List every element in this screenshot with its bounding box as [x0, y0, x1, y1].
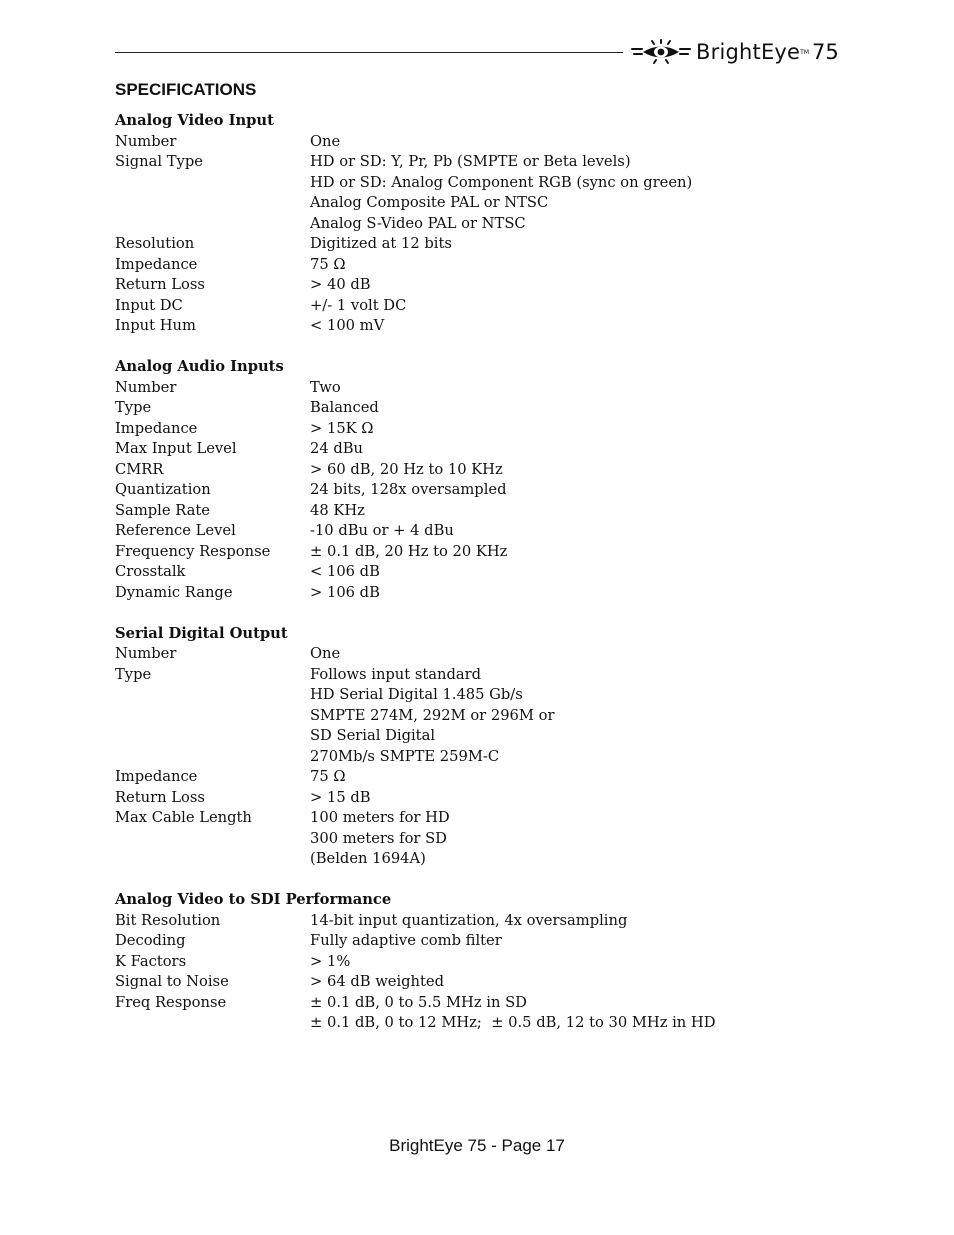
- spec-values: [310, 255, 835, 276]
- spec-value: HD or SD: Analog Component RGB (sync on green): [310, 173, 693, 191]
- spec-value: -10 dBu or + 4 dBu: [310, 522, 454, 539]
- spec-label: Frequency Response: [115, 542, 271, 560]
- spec-value: (Belden 1694A): [310, 850, 426, 867]
- spec-label: Input Hum: [115, 317, 196, 334]
- spec-value: 14-bit input quantization, 4x oversampling: [310, 911, 628, 929]
- spec-value: Analog S-Video PAL or NTSC: [310, 214, 526, 232]
- spec-row: [115, 152, 835, 234]
- spec-value: 75 Ω: [310, 255, 346, 273]
- spec-label: Max Input Level: [115, 440, 237, 457]
- spec-value: Follows input standard: [310, 665, 482, 683]
- spec-value: HD Serial Digital 1.485 Gb/s: [310, 686, 523, 703]
- spec-label: Dynamic Range: [115, 583, 233, 601]
- spec-row: [115, 480, 835, 501]
- spec-label: Input DC: [115, 296, 183, 314]
- spec-section: [115, 111, 835, 337]
- spec-row: [115, 767, 835, 788]
- spec-label: Crosstalk: [115, 563, 186, 580]
- spec-label: Return Loss: [115, 276, 205, 293]
- spec-label: Impedance: [115, 768, 198, 785]
- brighteye-logo: [630, 36, 839, 68]
- spec-row: [115, 296, 835, 317]
- eye-icon: [630, 39, 692, 65]
- spec-label: Type: [115, 665, 152, 683]
- spec-values: [310, 419, 835, 440]
- spec-values: [310, 583, 835, 604]
- spec-label: Resolution: [115, 235, 195, 252]
- spec-values: [310, 501, 835, 522]
- spec-value: One: [310, 645, 341, 662]
- spec-label: Quantization: [115, 481, 211, 498]
- spec-values: [310, 665, 835, 768]
- spec-values: [310, 152, 835, 234]
- logo-brand: BrightEye: [696, 40, 801, 64]
- spec-row: [115, 583, 835, 604]
- spec-values: [310, 808, 835, 870]
- spec-value: > 64 dB weighted: [310, 973, 445, 990]
- spec-value: Digitized at 12 bits: [310, 235, 452, 252]
- spec-value: SMPTE 274M, 292M or 296M or: [310, 706, 555, 724]
- spec-value: ± 0.1 dB, 0 to 12 MHz; ± 0.5 dB, 12 to 30 MHz in HD: [310, 1014, 716, 1031]
- spec-values: [310, 542, 835, 563]
- spec-values: [310, 993, 835, 1034]
- spec-value: 24 bits, 128x oversampled: [310, 481, 507, 498]
- spec-row: [115, 234, 835, 255]
- spec-value: > 15K Ω: [310, 419, 374, 437]
- spec-row: [115, 931, 835, 952]
- spec-value: SD Serial Digital: [310, 727, 436, 744]
- spec-values: [310, 911, 835, 932]
- spec-value: < 100 mV: [310, 317, 385, 334]
- spec-label: Decoding: [115, 932, 186, 949]
- spec-value: ± 0.1 dB, 20 Hz to 20 KHz: [310, 542, 508, 560]
- spec-values: [310, 439, 835, 460]
- section-title: Analog Video to SDI Performance: [115, 891, 392, 908]
- spec-label: Number: [115, 645, 177, 662]
- spec-row: [115, 460, 835, 481]
- spec-value: > 40 dB: [310, 276, 371, 293]
- spec-values: [310, 460, 835, 481]
- spec-values: [310, 378, 835, 399]
- spec-values: [310, 480, 835, 501]
- spec-section: [115, 357, 835, 603]
- spec-value: One: [310, 132, 341, 150]
- logo-trademark: TM: [800, 48, 810, 56]
- spec-row: [115, 398, 835, 419]
- header-rule: [115, 52, 623, 53]
- spec-values: [310, 952, 835, 973]
- spec-values: [310, 316, 835, 337]
- spec-value: 300 meters for SD: [310, 829, 447, 847]
- spec-label: Signal to Noise: [115, 973, 229, 990]
- spec-values: [310, 398, 835, 419]
- spec-value: 270Mb/s SMPTE 259M-C: [310, 747, 500, 765]
- spec-label: Return Loss: [115, 788, 205, 806]
- spec-section: [115, 624, 835, 870]
- spec-row: [115, 665, 835, 768]
- spec-value: HD or SD: Y, Pr, Pb (SMPTE or Beta levels): [310, 153, 631, 170]
- spec-value: > 1%: [310, 952, 351, 970]
- spec-value: Two: [310, 378, 341, 396]
- spec-row: [115, 378, 835, 399]
- spec-value: ± 0.1 dB, 0 to 5.5 MHz in SD: [310, 993, 527, 1011]
- spec-values: [310, 767, 835, 788]
- page-footer: BrightEye 75 - Page 17: [389, 1136, 565, 1155]
- spec-values: [310, 521, 835, 542]
- spec-value: Balanced: [310, 399, 379, 416]
- spec-label: Max Cable Length: [115, 809, 252, 826]
- page-heading: SPECIFICATIONS: [115, 80, 257, 99]
- spec-row: [115, 255, 835, 276]
- spec-row: [115, 808, 835, 870]
- section-title: Serial Digital Output: [115, 624, 288, 642]
- spec-value: > 15 dB: [310, 788, 371, 806]
- spec-values: [310, 931, 835, 952]
- spec-value: < 106 dB: [310, 563, 380, 580]
- spec-row: [115, 521, 835, 542]
- spec-label: Number: [115, 132, 177, 150]
- spec-row: [115, 419, 835, 440]
- spec-value: Fully adaptive comb filter: [310, 932, 502, 949]
- spec-section: [115, 890, 835, 1034]
- spec-label: Signal Type: [115, 153, 203, 170]
- spec-row: [115, 993, 835, 1034]
- spec-value: 75 Ω: [310, 768, 346, 785]
- spec-row: [115, 439, 835, 460]
- specifications-list: [115, 111, 835, 1054]
- spec-value: Analog Composite PAL or NTSC: [310, 194, 549, 211]
- spec-label: Freq Response: [115, 993, 227, 1011]
- spec-values: [310, 562, 835, 583]
- spec-row: [115, 562, 835, 583]
- spec-label: Impedance: [115, 255, 198, 273]
- spec-row: [115, 542, 835, 563]
- spec-row: [115, 644, 835, 665]
- spec-values: [310, 972, 835, 993]
- spec-label: Sample Rate: [115, 501, 210, 519]
- spec-value: 100 meters for HD: [310, 809, 450, 826]
- spec-value: > 106 dB: [310, 583, 380, 601]
- spec-values: [310, 296, 835, 317]
- spec-label: Reference Level: [115, 522, 236, 539]
- spec-value: +/- 1 volt DC: [310, 296, 407, 314]
- section-title: Analog Video Input: [115, 112, 274, 129]
- spec-label: Bit Resolution: [115, 911, 221, 929]
- spec-label: Number: [115, 378, 177, 396]
- spec-row: [115, 316, 835, 337]
- spec-values: [310, 234, 835, 255]
- spec-label: Impedance: [115, 419, 198, 437]
- spec-row: [115, 952, 835, 973]
- spec-values: [310, 275, 835, 296]
- spec-row: [115, 132, 835, 153]
- spec-value: 24 dBu: [310, 440, 364, 457]
- spec-row: [115, 788, 835, 809]
- logo-model: 75: [812, 40, 839, 64]
- spec-values: [310, 788, 835, 809]
- spec-label: Type: [115, 399, 152, 416]
- spec-row: [115, 911, 835, 932]
- spec-row: [115, 275, 835, 296]
- spec-value: > 60 dB, 20 Hz to 10 KHz: [310, 460, 503, 478]
- spec-row: [115, 501, 835, 522]
- spec-row: [115, 972, 835, 993]
- spec-values: [310, 644, 835, 665]
- spec-label: K Factors: [115, 952, 187, 970]
- section-title: Analog Audio Inputs: [115, 358, 284, 375]
- spec-value: 48 KHz: [310, 501, 365, 519]
- spec-label: CMRR: [115, 460, 164, 478]
- spec-values: [310, 132, 835, 153]
